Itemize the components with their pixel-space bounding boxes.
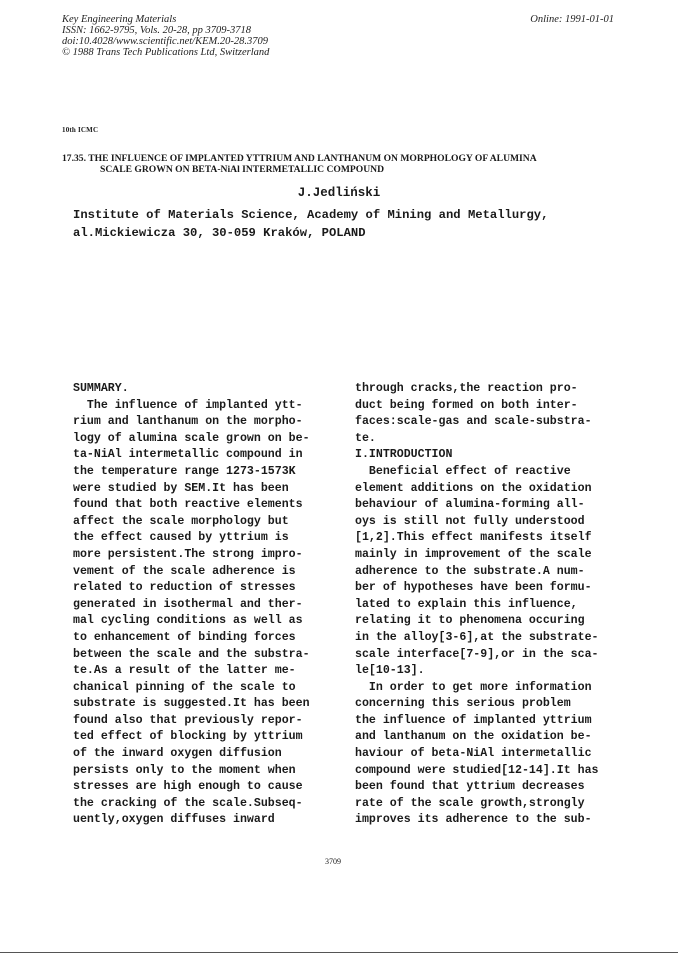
text-line: I.INTRODUCTION <box>355 448 453 462</box>
text-line: through cracks,the reaction pro- <box>355 382 578 395</box>
text-line: ta-NiAl intermetallic compound in <box>73 448 303 462</box>
author-name: J.Jedliński <box>297 186 381 200</box>
text-line: mainly in improvement of the scale <box>355 547 592 561</box>
text-line: scale interface[7-9],or in the sca- <box>355 647 599 661</box>
text-line: persists only to the moment when <box>73 763 296 777</box>
doi-line: doi:10.4028/www.scientific.net/KEM.20-28.3709 <box>62 36 268 47</box>
right-column <box>355 381 625 829</box>
text-line: generated in isothermal and ther- <box>73 597 303 611</box>
online-date: Online: 1991-01-01 <box>530 14 614 25</box>
text-line: the temperature range 1273-1573K <box>73 464 296 478</box>
text-line: affect the scale morphology but <box>73 514 289 528</box>
text-line: [1,2].This effect manifests itself <box>355 531 592 545</box>
text-line: rate of the scale growth,strongly <box>355 796 585 810</box>
left-column <box>73 381 343 829</box>
issn-line: ISSN: 1662-9795, Vols. 20-28, pp 3709-3718 <box>62 25 251 36</box>
text-line: related to reduction of stresses <box>73 581 296 595</box>
text-line: found that both reactive elements <box>73 498 303 512</box>
text-line: ber of hypotheses have been formu- <box>355 581 592 595</box>
affiliation-line-2: al.Mickiewicza 30, 30-059 Kraków, POLAND <box>73 226 366 240</box>
text-line: improves its adherence to the sub- <box>355 813 592 827</box>
text-line: te.As a result of the latter me- <box>73 664 296 678</box>
text-line: The influence of implanted ytt- <box>73 398 303 412</box>
bottom-rule <box>0 952 678 953</box>
text-line: duct being formed on both inter- <box>355 398 578 412</box>
text-line: oys is still not fully understood <box>355 514 585 528</box>
text-line: found also that previously repor- <box>73 713 303 727</box>
text-line: ted effect of blocking by yttrium <box>73 730 303 744</box>
text-line: compound were studied[12-14].It has <box>355 763 599 777</box>
text-line: stresses are high enough to cause <box>73 780 303 794</box>
text-line: Beneficial effect of reactive <box>355 464 571 478</box>
text-line: the influence of implanted yttrium <box>355 713 592 727</box>
text-line: vement of the scale adherence is <box>73 564 296 578</box>
text-line: te. <box>355 431 376 445</box>
text-line: to enhancement of binding forces <box>73 630 296 644</box>
text-line: element additions on the oxidation <box>355 481 592 495</box>
text-line: le[10-13]. <box>355 664 425 678</box>
text-line: SUMMARY. <box>73 382 129 395</box>
paper-title <box>62 153 622 175</box>
affiliation-line-1: Institute of Materials Science, Academy of Mining and Metallurgy, <box>73 208 549 222</box>
text-line: in the alloy[3-6],at the substrate- <box>355 630 599 644</box>
text-line: between the scale and the substra- <box>73 647 310 661</box>
text-line: been found that yttrium decreases <box>355 780 585 794</box>
conference-label: 10th ICMC <box>62 126 99 134</box>
copyright-line: © 1988 Trans Tech Publications Ltd, Switzerland <box>62 47 270 58</box>
affiliation <box>73 206 633 242</box>
text-line: rium and lanthanum on the morpho- <box>73 415 303 429</box>
text-line: behaviour of alumina-forming all- <box>355 498 585 512</box>
paper-title-line-2: SCALE GROWN ON BETA-NiAl INTERMETALLIC COMPOUND <box>100 164 385 175</box>
text-line: of the inward oxygen diffusion <box>73 747 282 761</box>
text-line: were studied by SEM.It has been <box>73 481 289 495</box>
text-line: substrate is suggested.It has been <box>73 697 310 711</box>
text-line: In order to get more information <box>355 680 592 694</box>
text-line: lated to explain this influence, <box>355 597 578 611</box>
text-line: the cracking of the scale.Subseq- <box>73 796 303 810</box>
text-line: mal cycling conditions as well as <box>73 614 303 628</box>
text-line: and lanthanum on the oxidation be- <box>355 730 592 744</box>
text-line: chanical pinning of the scale to <box>73 680 296 694</box>
text-line: faces:scale-gas and scale-substra- <box>355 415 592 429</box>
text-line: adherence to the substrate.A num- <box>355 564 585 578</box>
text-line: more persistent.The strong impro- <box>73 547 303 561</box>
text-line: the effect caused by yttrium is <box>73 531 289 545</box>
text-line: haviour of beta-NiAl intermetallic <box>355 747 592 761</box>
page-number: 3709 <box>325 857 341 866</box>
text-line: logy of alumina scale grown on be- <box>73 431 310 445</box>
text-line: concerning this serious problem <box>355 697 571 711</box>
journal-header <box>62 14 269 58</box>
text-line: uently,oxygen diffuses inward <box>73 813 275 827</box>
paper-title-line-1: 17.35. THE INFLUENCE OF IMPLANTED YTTRIUM AND LANTHANUM ON MORPHOLOGY OF ALUMINA <box>62 153 537 164</box>
text-line: relating it to phenomena occuring <box>355 614 585 628</box>
journal-name: Key Engineering Materials <box>62 14 177 25</box>
